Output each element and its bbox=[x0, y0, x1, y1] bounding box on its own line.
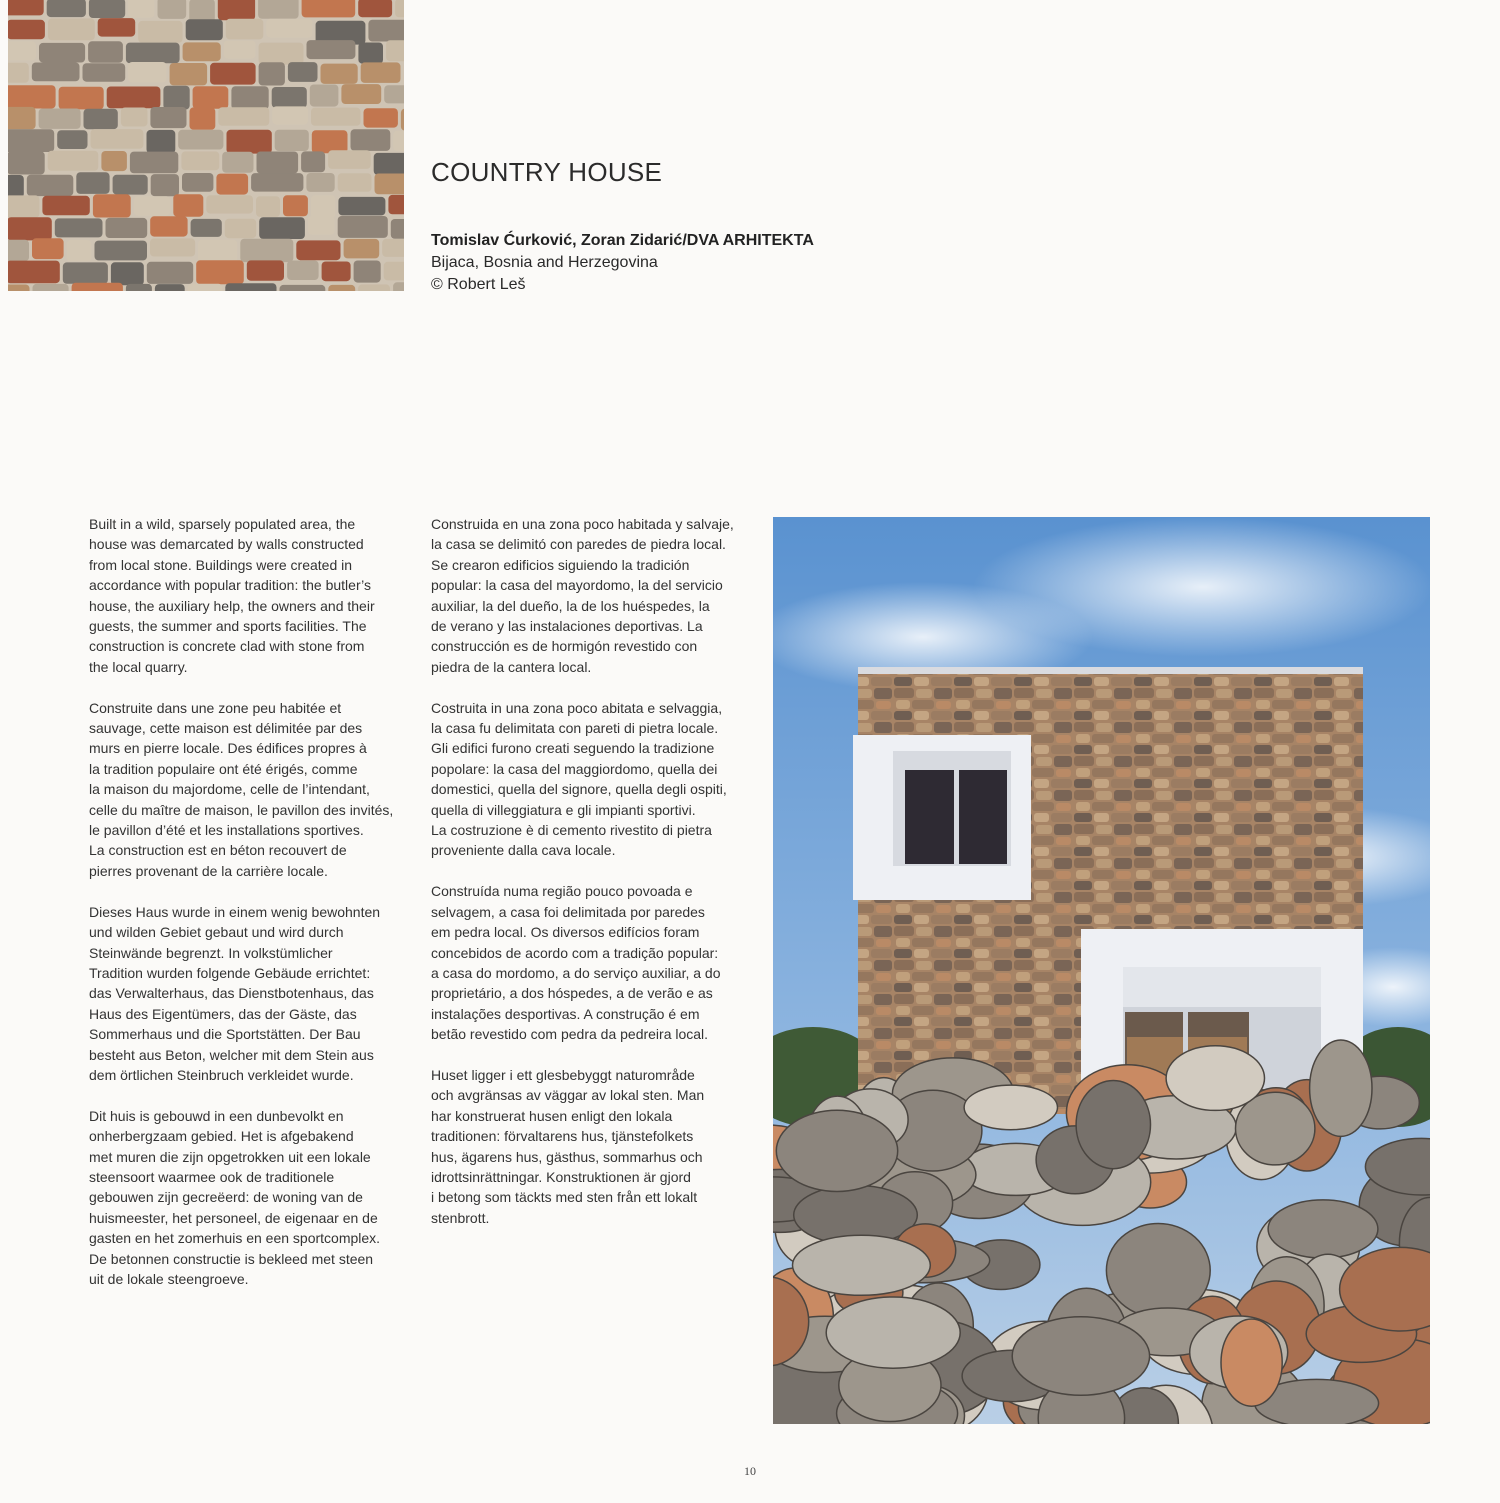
location-credit: Bijaca, Bosnia and Herzegovina bbox=[431, 254, 658, 271]
photo-credit: © Robert Leš bbox=[431, 276, 526, 293]
project-credits bbox=[431, 230, 814, 296]
paragraph-portuguese: Construída numa região pouco povoada e selvagem, a casa foi delimitada por paredes em pedra local. Os diversos edifícios foram concebidos de acordo com a tradição popular: a casa do mordomo, a do serviço auxiliar, a do proprietário, a dos hóspedes, a de verão e as instalações desportivas. A construção é em betão revestido com pedra da pedreira local. bbox=[431, 883, 721, 1043]
stone-wall-thumbnail bbox=[8, 0, 404, 291]
house-illustration bbox=[773, 517, 1430, 1424]
text-column-left bbox=[89, 514, 419, 1310]
paragraph-german: Dieses Haus wurde in einem wenig bewohnten und wilden Gebiet gebaut und wird durch Steinwände begrenzt. In volkstümlicher Tradition wurden folgende Gebäude errichtet: das Verwalterhaus, das Dienstbotenhaus, das Haus des Eigentümers, das der Gäste, das Sommerhaus und die Sportstätten. Der Bau besteht aus Beton, welcher mit dem Stein aus dem örtlichen Steinbruch verkleidet wurde. bbox=[89, 903, 381, 1083]
paragraph-french: Construite dans une zone peu habitée et sauvage, cette maison est délimitée par des murs en pierre locale. Des édifices propres à la tradition populaire ont été érigés, comme la maison du majordome, celle de l’intendant, celle du maître de maison, le pavillon des invités, le pavillon d’été et les installations sportives. La construction est en béton recouvert de pierres provenant de la carrière locale. bbox=[89, 699, 394, 879]
page-number: 10 bbox=[744, 1464, 756, 1478]
paragraph-english: Built in a wild, sparsely populated area, the house was demarcated by walls constructed from local stone. Buildings were created in accordance with popular tradition: the butler’s house, the auxiliary help, the owners and their guests, the summer and sports facilities. The construction is concrete clad with stone from the local quarry. bbox=[89, 516, 375, 675]
stone-texture-image bbox=[8, 0, 404, 291]
text-column-middle bbox=[431, 514, 761, 1249]
house-photograph bbox=[773, 517, 1430, 1424]
paragraph-italian: Costruita in una zona poco abitata e selvaggia, la casa fu delimitata con pareti di pietra locale. Gli edifici furono creati seguendo la tradizione popolare: la casa del maggiordomo, quella dei domestici, quella del signore, quella degli ospiti, quella di villeggiatura e gli impianti sportivi. La costruzione è di cemento rivestito di pietra proveniente dalla cava locale. bbox=[431, 699, 727, 859]
page-title: COUNTRY HOUSE bbox=[431, 157, 663, 188]
paragraph-spanish: Construida en una zona poco habitada y salvaje, la casa se delimitó con paredes de piedra local. Se crearon edificios siguiendo la tradición popular: la casa del mayordomo, la del servicio auxiliar, la del dueño, la de los huéspedes, la de verano y las instalaciones deportivas. La construcción es de hormigón revestido con piedra de la cantera local. bbox=[431, 516, 734, 675]
paragraph-dutch: Dit huis is gebouwd in een dunbevolkt en onherbergzaam gebied. Het is afgebakend met muren die zijn opgetrokken uit een lokale steensoort waarmee ook de traditionele gebouwen zijn gecreëerd: de woning van de huismeester, het personeel, de eigenaar en de gasten en het zomerhuis en een sportcomplex. De betonnen constructie is bekleed met steen uit de lokale steengroeve. bbox=[89, 1107, 381, 1287]
architects-credit: Tomislav Ćurković, Zoran Zidarić/DVA ARHITEKTA bbox=[431, 232, 814, 249]
paragraph-swedish: Huset ligger i ett glesbebyggt naturområde och avgränsas av väggar av lokal sten. Man har konstruerat husen enligt den lokala traditionen: förvaltarens hus, tjänstefolkets hus, ägarens hus, gästhus, sommarhus och idrottsinrättningar. Konstruktionen är gjord i betong som täckts med sten från ett lokalt stenbrott. bbox=[431, 1066, 705, 1226]
